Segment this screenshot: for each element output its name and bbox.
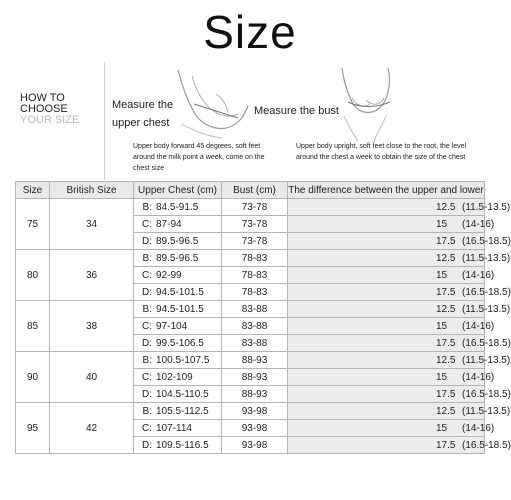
upper-chest-cell [134,403,222,420]
difference-value: 15 [436,218,448,230]
header-size: Size [16,182,50,199]
upper-chest-value: 97-104 [156,320,188,332]
british-size-cell: 38 [50,301,134,352]
difference-cell [288,267,495,284]
upper-chest-cell [134,386,222,403]
difference-value: 12.5 [436,201,456,213]
upper-chest-value: 107-114 [156,422,192,434]
cup-label: D: [142,235,152,247]
bust-cell: 93-98 [222,403,288,420]
upper-chest-cell [134,352,222,369]
cup-label: B: [142,303,152,315]
measure-bust-label: Measure the bust [254,105,339,117]
bust-instruction-note: Upper body upright, soft feet close to the root, the level around the chest a week to obtain the size of the chest [296,143,467,161]
upper-chest-cell [134,250,222,267]
upper-chest-instruction-note: Upper body forward 45 degrees, soft feet around the milk point a week, come on the chest size [133,143,265,172]
difference-cell [288,301,511,318]
difference-cell [288,216,495,233]
difference-value: 17.5 [436,235,456,247]
difference-range: (14-16) [462,320,495,332]
cup-label: D: [142,439,152,451]
upper-chest-value: 105.5-112.5 [156,405,209,417]
bust-cell: 78-83 [222,284,288,301]
difference-cell [288,386,511,403]
difference-value: 17.5 [436,388,456,400]
table-row [16,250,485,267]
upper-chest-value: 99.5-106.5 [156,337,204,349]
upper-chest-value: 109.5-116.5 [156,439,209,451]
cup-label: D: [142,286,152,298]
upper-chest-value: 94.5-101.5 [156,303,204,315]
difference-value: 17.5 [436,337,456,349]
upper-chest-cell [134,284,222,301]
cup-label: C: [142,371,152,383]
bust-cell: 88-93 [222,369,288,386]
howto-line-3: YOUR SIZE [20,114,80,126]
upper-chest-value: 100.5-107.5 [156,354,210,366]
measure-upper-chest-label: Measure the upper chest [112,99,174,129]
bust-cell: 73-78 [222,216,288,233]
difference-range: (14-16) [462,269,495,281]
cup-label: B: [142,252,152,264]
upper-chest-cell [134,267,222,284]
upper-chest-value: 102-109 [156,371,193,383]
divider-line [104,62,105,180]
british-size-cell: 34 [50,199,134,250]
howto-line-1: HOW TO [20,92,65,104]
difference-range: (11.5-13.5) [462,201,511,213]
upper-chest-value: 87-94 [156,218,182,230]
british-size-cell: 36 [50,250,134,301]
upper-chest-figure-illustration [172,64,252,144]
bust-cell: 83-88 [222,318,288,335]
cup-label: B: [142,354,152,366]
upper-chest-cell [134,318,222,335]
difference-range: (16.5-18.5) [462,235,511,247]
difference-value: 15 [436,320,448,332]
bust-cell: 83-88 [222,335,288,352]
difference-value: 12.5 [436,252,456,264]
difference-value: 17.5 [436,286,456,298]
size-chart-table [15,181,511,454]
upper-chest-cell [134,216,222,233]
table-header-row [16,182,485,199]
difference-cell [288,199,511,216]
bust-figure-illustration [330,64,400,144]
cup-label: C: [142,320,152,332]
upper-chest-value: 104.5-110.5 [156,388,209,400]
difference-value: 17.5 [436,439,456,451]
difference-range: (16.5-18.5) [462,439,511,451]
difference-cell [288,250,511,267]
header-difference: The difference between the upper and lower [288,182,485,199]
size-cell: 80 [16,250,50,301]
upper-chest-value: 84.5-91.5 [156,201,199,213]
bust-cell: 88-93 [222,386,288,403]
difference-value: 12.5 [436,405,456,417]
difference-cell [288,318,495,335]
difference-cell [288,233,511,250]
bust-cell: 88-93 [222,352,288,369]
cup-label: D: [142,337,152,349]
difference-range: (11.5-13.5) [462,405,511,417]
difference-value: 15 [436,422,448,434]
table-row [16,199,485,216]
cup-label: C: [142,269,152,281]
cup-label: B: [142,405,152,417]
header-upper-chest: Upper Chest (cm) [134,182,222,199]
difference-range: (14-16) [462,422,495,434]
size-table-body [16,199,511,454]
difference-range: (11.5-13.5) [462,354,511,366]
size-cell: 95 [16,403,50,454]
difference-cell [288,284,511,301]
bust-cell: 93-98 [222,437,288,454]
bust-cell: 93-98 [222,420,288,437]
upper-chest-value: 92-99 [156,269,182,281]
difference-value: 15 [436,371,448,383]
upper-chest-cell [134,199,222,216]
cup-label: D: [142,388,152,400]
upper-chest-value: 89.5-96.5 [156,252,199,264]
cup-label: B: [142,201,152,213]
british-size-cell: 42 [50,403,134,454]
difference-value: 15 [436,269,448,281]
upper-chest-value: 89.5-96.5 [156,235,199,247]
table-row [16,301,485,318]
british-size-cell: 40 [50,352,134,403]
difference-range: (11.5-13.5) [462,303,511,315]
difference-range: (11.5-13.5) [462,252,511,264]
difference-range: (14-16) [462,218,495,230]
difference-value: 12.5 [436,354,456,366]
upper-chest-cell [134,420,222,437]
upper-chest-value: 94.5-101.5 [156,286,204,298]
table-row [16,352,485,369]
size-cell: 85 [16,301,50,352]
size-cell: 75 [16,199,50,250]
size-cell: 90 [16,352,50,403]
table-row [16,403,485,420]
header-british-size: British Size [50,182,134,199]
upper-chest-cell [134,301,222,318]
difference-cell [288,335,511,352]
difference-cell [288,369,495,386]
difference-range: (16.5-18.5) [462,388,511,400]
bust-cell: 73-78 [222,233,288,250]
bust-cell: 83-88 [222,301,288,318]
difference-cell [288,352,511,369]
howto-line-2: CHOOSE [20,103,68,115]
cup-label: C: [142,218,152,230]
how-to-choose-heading [20,93,100,126]
header-bust: Bust (cm) [222,182,288,199]
bust-cell: 73-78 [222,199,288,216]
page-title: Size [203,6,297,58]
cup-label: C: [142,422,152,434]
upper-chest-cell [134,369,222,386]
difference-value: 12.5 [436,303,456,315]
difference-cell [288,437,511,454]
difference-cell [288,403,511,420]
bust-cell: 78-83 [222,267,288,284]
upper-chest-cell [134,233,222,250]
difference-range: (16.5-18.5) [462,286,511,298]
difference-range: (16.5-18.5) [462,337,511,349]
difference-cell [288,420,495,437]
bust-cell: 78-83 [222,250,288,267]
upper-chest-cell [134,437,222,454]
upper-chest-cell [134,335,222,352]
difference-range: (14-16) [462,371,495,383]
